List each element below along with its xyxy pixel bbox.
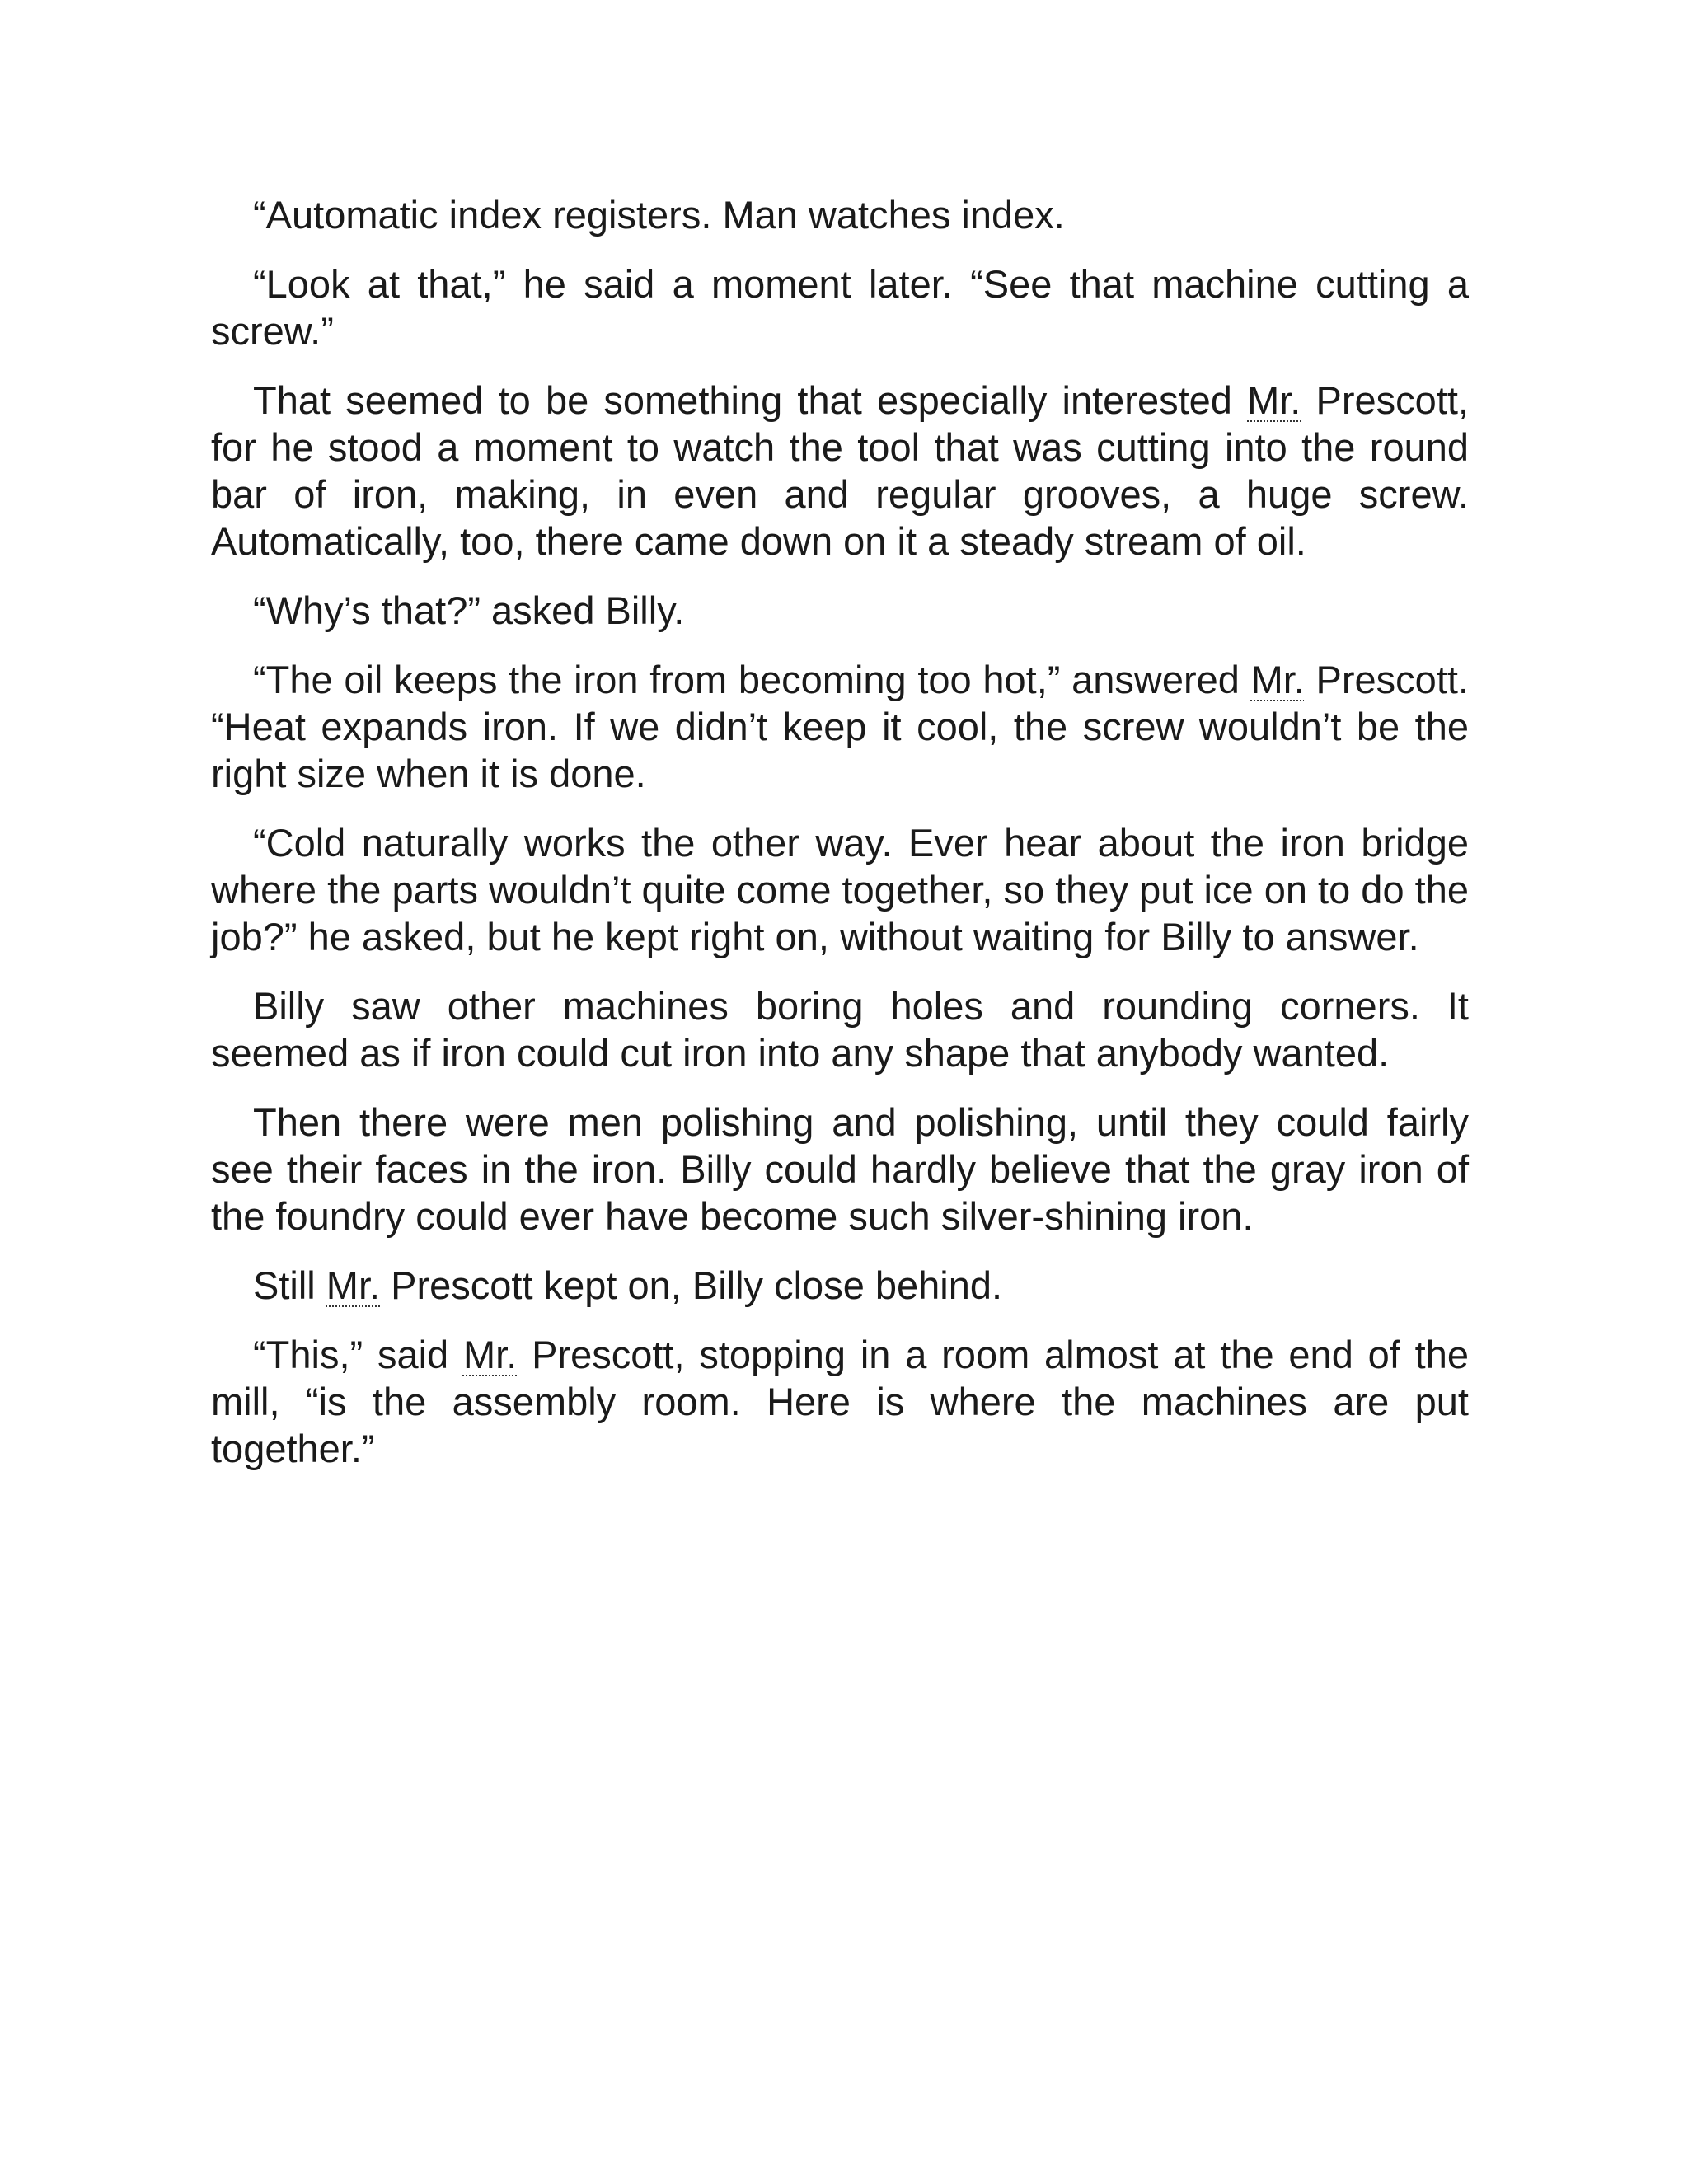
text-run: Prescott, for he stood a moment to watch the tool that was cutting into the round bar of iron, making, in even and regular grooves, a huge screw. Automatically, too, there came down on it a steady stream of oil.: [211, 378, 1469, 563]
paragraph: [211, 982, 1469, 1076]
paragraph: [211, 1262, 1469, 1309]
text-run: “Look at that,” he said a moment later. “See that machine cutting a screw.”: [211, 262, 1469, 353]
paragraph: [211, 1099, 1469, 1240]
paragraph: [211, 587, 1469, 634]
text-run: That seemed to be something that especially interested: [253, 378, 1248, 422]
text-run: “Cold naturally works the other way. Ever hear about the iron bridge where the parts wouldn’t quite come together, so they put ice on to do the job?” he asked, but he kept right on, without waiting for Billy to answer.: [211, 821, 1469, 958]
paragraph: [211, 260, 1469, 354]
abbreviation-mr: Mr.: [1250, 658, 1305, 701]
text-run: “The oil keeps the iron from becoming too hot,” answered: [253, 658, 1251, 701]
text-column: [211, 191, 1469, 1494]
text-run: Prescott. “Heat expands iron. If we didn’t keep it cool, the screw wouldn’t be the right size when it is done.: [211, 658, 1469, 795]
text-run: Billy saw other machines boring holes and rounding corners. It seemed as if iron could cut iron into any shape that anybody wanted.: [211, 984, 1469, 1075]
paragraph: [211, 191, 1469, 238]
paragraph: [211, 656, 1469, 797]
abbreviation-mr: Mr.: [326, 1263, 381, 1307]
text-run: Then there were men polishing and polishing, until they could fairly see their faces in the iron. Billy could hardly believe that the gray iron of the foundry could ever have become such silver-shining iron.: [211, 1100, 1469, 1238]
paragraph: [211, 1331, 1469, 1472]
text-run: Prescott kept on, Billy close behind.: [380, 1263, 1003, 1307]
text-run: Still: [253, 1263, 326, 1307]
paragraph: [211, 819, 1469, 960]
abbreviation-mr: Mr.: [462, 1333, 518, 1376]
paragraph: [211, 377, 1469, 565]
text-run: “Why’s that?” asked Billy.: [253, 588, 685, 632]
abbreviation-mr: Mr.: [1247, 378, 1301, 422]
text-run: “Automatic index registers. Man watches index.: [253, 193, 1065, 237]
text-run: Prescott, stopping in a room almost at the end of the mill, “is the assembly room. Here is where the machines are put together.”: [211, 1333, 1469, 1470]
text-run: “This,” said: [253, 1333, 463, 1376]
